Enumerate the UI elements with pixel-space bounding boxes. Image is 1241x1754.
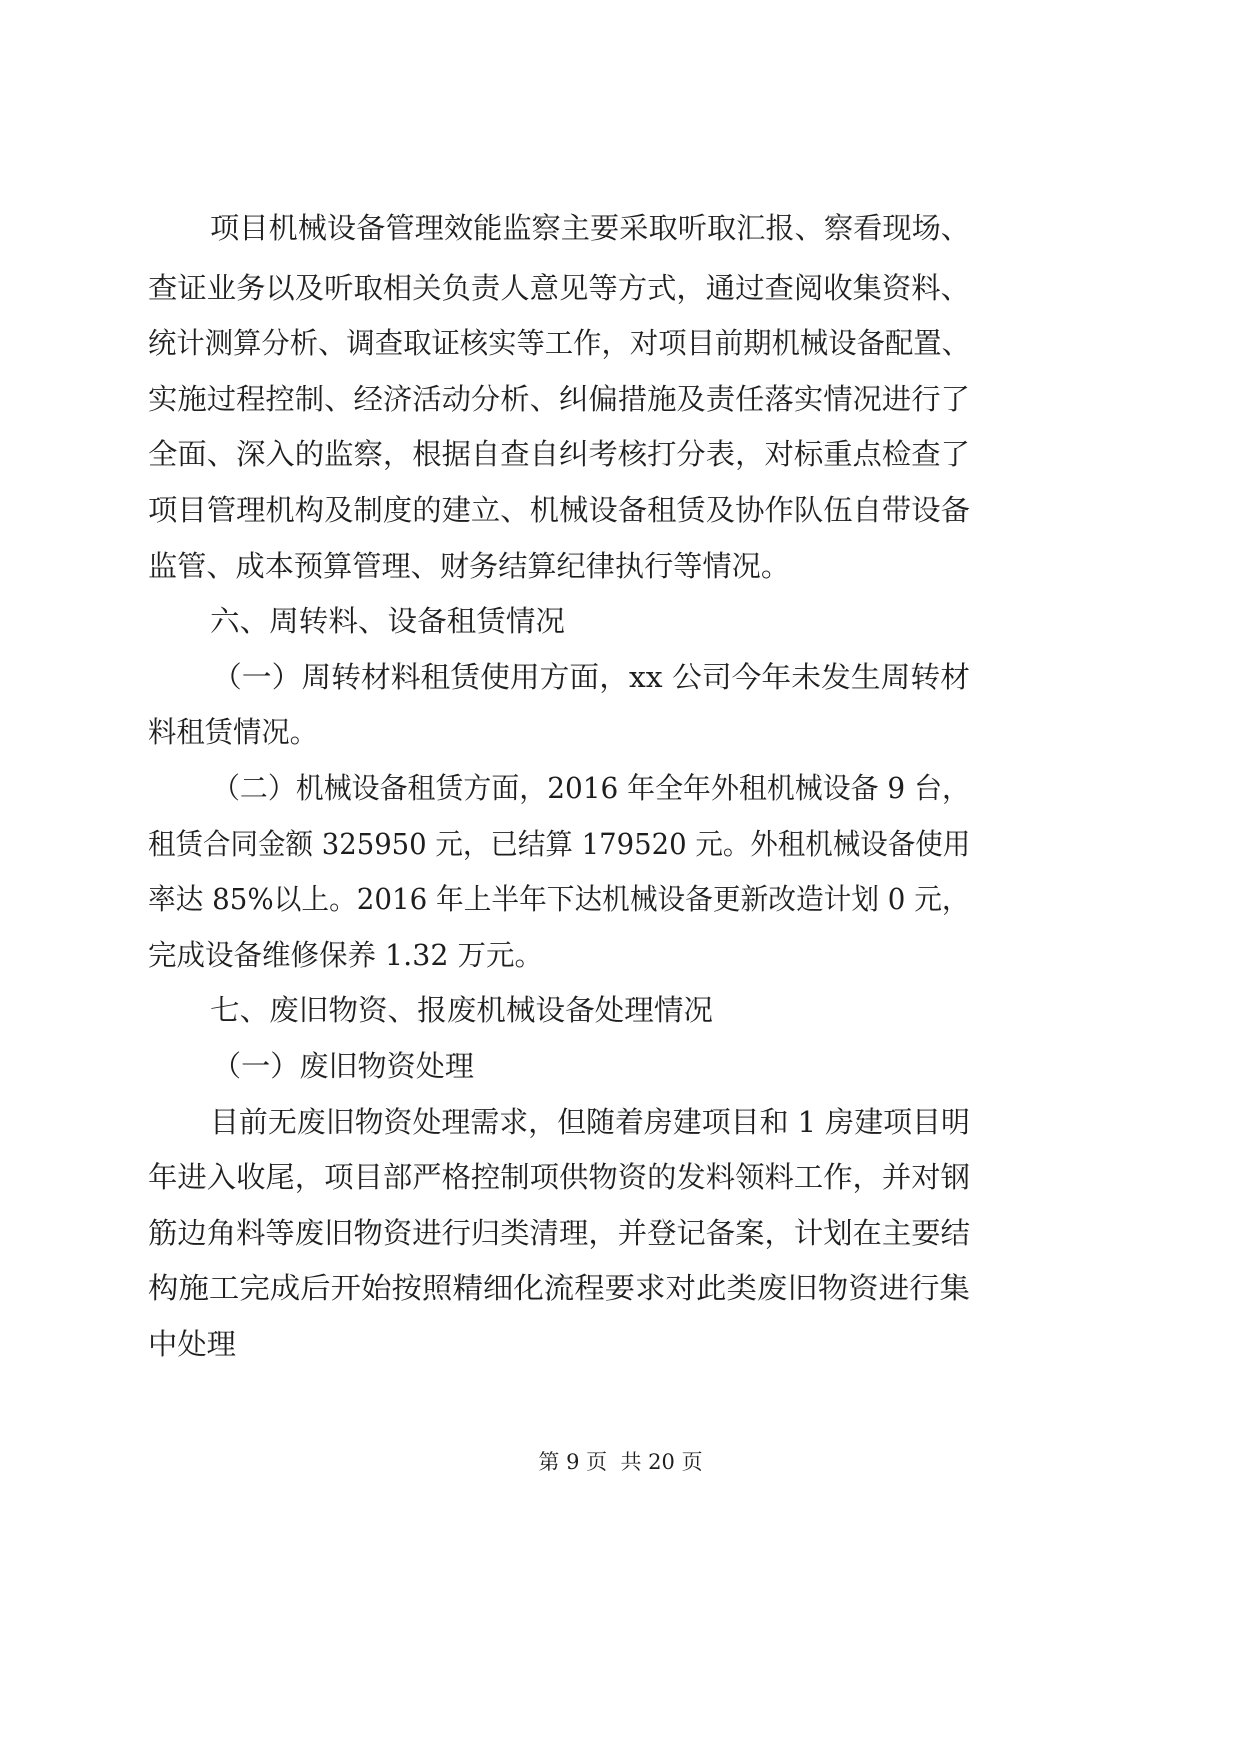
body-line: 完成设备维修保养 1.32 万元。 <box>148 938 544 972</box>
subsection-line: （二）机械设备租赁方面，2016 年全年外租机械设备 9 台， <box>212 771 970 805</box>
body-line: 筋边角料等废旧物资进行归类清理，并登记备案，计划在主要结 <box>148 1216 971 1250</box>
body-line: 率达 85%以上。2016 年上半年下达机械设备更新改造计划 0 元， <box>148 882 970 916</box>
body-line: 年进入收尾，项目部严格控制项供物资的发料领料工作，并对钢 <box>148 1160 971 1194</box>
subsection-line: （一）周转材料租赁使用方面，xx 公司今年未发生周转材 <box>212 660 970 694</box>
body-line: 全面、深入的监察，根据自查自纠考核打分表，对标重点检查了 <box>148 437 971 471</box>
section-heading: 六、周转料、设备租赁情况 <box>210 604 566 638</box>
section-heading: 七、废旧物资、报废机械设备处理情况 <box>210 993 714 1027</box>
body-line: 统计测算分析、调查取证核实等工作，对项目前期机械设备配置、 <box>148 326 971 360</box>
body-line: 料租赁情况。 <box>148 715 319 749</box>
subsection-heading: （一）废旧物资处理 <box>212 1049 475 1083</box>
body-line: 目前无废旧物资处理需求，但随着房建项目和 1 房建项目明 <box>210 1105 970 1139</box>
body-line: 项目机械设备管理效能监察主要采取听取汇报、察看现场、 <box>210 211 971 245</box>
body-line: 项目管理机构及制度的建立、机械设备租赁及协作队伍自带设备 <box>148 493 971 527</box>
page-footer <box>0 1448 1241 1476</box>
body-line: 实施过程控制、经济活动分析、纠偏措施及责任落实情况进行了 <box>148 382 971 416</box>
page-number: 第 9 页 <box>538 1450 608 1474</box>
body-line: 租赁合同金额 325950 元，已结算 179520 元。外租机械设备使用 <box>148 827 971 861</box>
body-line: 构施工完成后开始按照精细化流程要求对此类废旧物资进行集 <box>148 1271 971 1305</box>
body-line: 中处理 <box>148 1327 237 1361</box>
body-line: 监管、成本预算管理、财务结算纪律执行等情况。 <box>148 549 791 583</box>
page-total: 共 20 页 <box>620 1450 703 1474</box>
body-line: 查证业务以及听取相关负责人意见等方式，通过查阅收集资料、 <box>148 271 971 305</box>
